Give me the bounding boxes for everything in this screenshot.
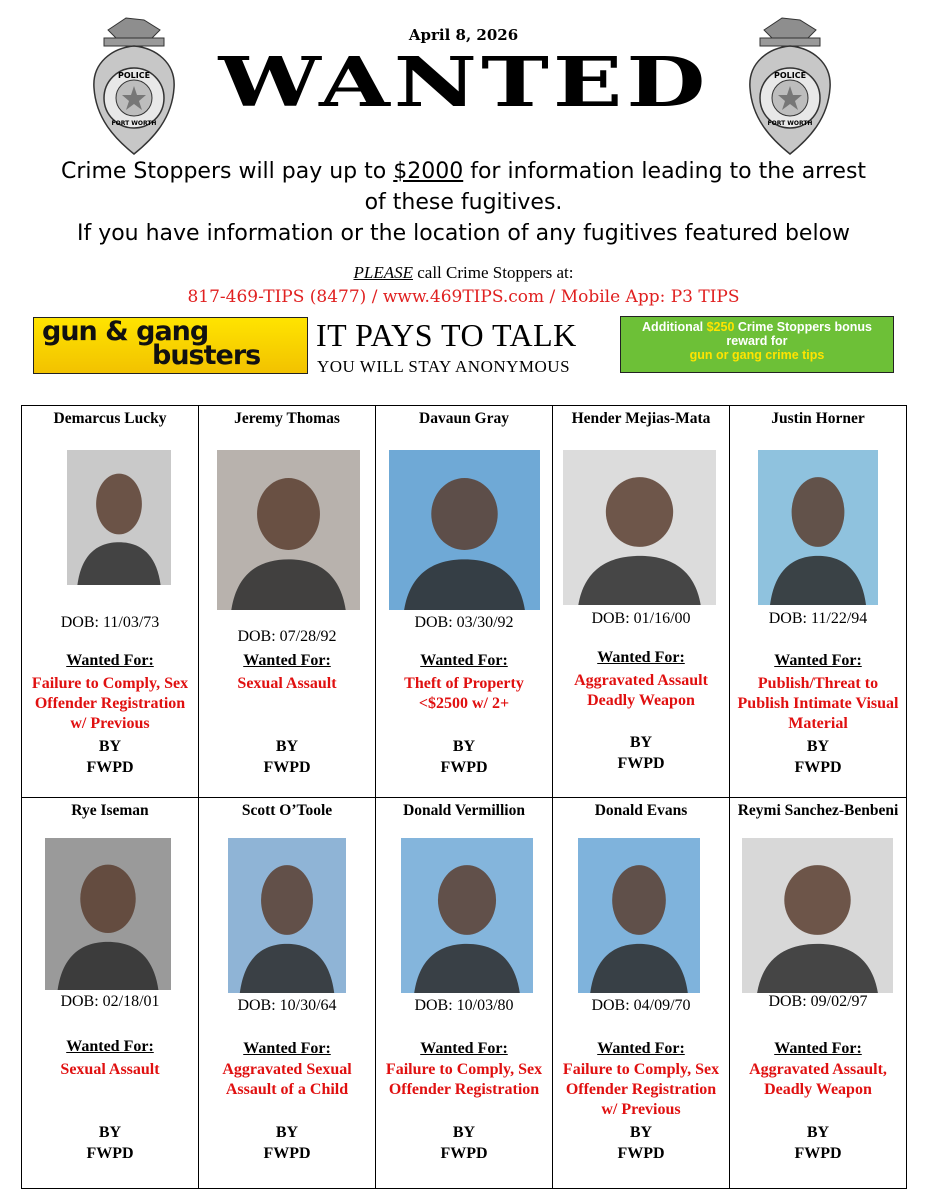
fugitive-card — [376, 798, 553, 1188]
svg-text:POLICE: POLICE — [117, 71, 151, 80]
fugitive-card — [22, 406, 199, 798]
intro-line-3: If you have information or the location of any fugitives featured below — [76, 221, 851, 246]
call-instruction-rest: call Crime Stoppers at: — [412, 263, 574, 282]
person-silhouette-icon — [563, 450, 716, 605]
arresting-agency — [199, 736, 375, 778]
fugitive-grid — [21, 405, 907, 1189]
fugitive-charge: Publish/Threat to Publish Intimate Visual Material — [737, 675, 899, 732]
fugitive-charge: Failure to Comply, Sex Offender Registration w/ Previous — [31, 675, 189, 732]
fugitive-photo — [742, 838, 893, 993]
bonus-pre: Additional — [642, 320, 707, 334]
wanted-for-label: Wanted For: — [597, 1040, 685, 1057]
by-label: BY — [452, 1124, 476, 1141]
arresting-agency — [376, 1122, 552, 1164]
fugitive-dob: DOB: 01/16/00 — [591, 610, 691, 627]
wanted-for-label: Wanted For: — [420, 1040, 508, 1057]
fugitive-photo — [578, 838, 700, 993]
fugitive-name: Hender Mejias-Mata — [571, 410, 711, 427]
fugitive-photo — [758, 450, 878, 605]
wanted-for-label: Wanted For: — [774, 652, 862, 669]
agency-name: FWPD — [86, 759, 134, 776]
arresting-agency — [553, 732, 729, 774]
agency-name: FWPD — [617, 755, 665, 772]
person-silhouette-icon — [389, 450, 540, 610]
fugitive-name: Justin Horner — [771, 410, 865, 427]
bonus-tail: gun or gang crime tips — [689, 348, 825, 362]
fugitive-charge: Aggravated Assault Deadly Weapon — [574, 672, 708, 709]
wanted-for-label: Wanted For: — [243, 1040, 331, 1057]
fugitive-name: Rye Iseman — [71, 802, 149, 819]
person-silhouette-icon — [217, 450, 360, 610]
agency-name: FWPD — [440, 759, 488, 776]
fugitive-photo — [67, 450, 171, 585]
fugitive-photo — [45, 838, 171, 990]
svg-text:POLICE: POLICE — [773, 71, 807, 80]
arresting-agency — [730, 736, 906, 778]
intro-text — [0, 156, 927, 249]
reward-amount: $2000 — [393, 159, 464, 184]
fugitive-charge: Sexual Assault — [237, 675, 337, 692]
arresting-agency — [730, 1122, 906, 1164]
person-silhouette-icon — [578, 838, 700, 993]
person-silhouette-icon — [742, 838, 893, 993]
wanted-for-label: Wanted For: — [420, 652, 508, 669]
fugitive-name: Jeremy Thomas — [234, 410, 340, 427]
fugitive-dob: DOB: 11/03/73 — [60, 614, 160, 631]
arresting-agency — [553, 1122, 729, 1164]
agency-name: FWPD — [263, 759, 311, 776]
fugitive-card — [199, 406, 376, 798]
intro-line-1-end: for information leading to the arrest — [463, 159, 867, 184]
fugitive-card — [553, 406, 730, 798]
fugitive-name: Demarcus Lucky — [53, 410, 167, 427]
fugitive-dob: DOB: 10/30/64 — [237, 997, 337, 1014]
agency-name: FWPD — [794, 759, 842, 776]
intro-line-2: of these fugitives. — [364, 190, 563, 215]
fugitive-charge: Sexual Assault — [60, 1061, 160, 1078]
by-label: BY — [98, 1124, 122, 1141]
fugitive-card — [22, 798, 199, 1188]
wanted-for-label: Wanted For: — [597, 649, 685, 666]
intro-line-1 — [0, 156, 927, 187]
by-label: BY — [806, 738, 830, 755]
fugitive-name: Davaun Gray — [419, 410, 509, 427]
ggb-line-2: busters — [152, 340, 261, 371]
poster-date: April 8, 2026 — [408, 26, 519, 44]
fugitive-name: Donald Evans — [594, 802, 688, 819]
by-label: BY — [275, 1124, 299, 1141]
fugitive-charge: Failure to Comply, Sex Offender Registration — [385, 1061, 543, 1098]
fugitive-dob: DOB: 04/09/70 — [591, 997, 691, 1014]
arresting-agency — [22, 1122, 198, 1164]
call-instruction — [0, 263, 927, 283]
fugitive-dob: DOB: 11/22/94 — [768, 610, 868, 627]
stay-anonymous: YOU WILL STAY ANONYMOUS — [317, 357, 571, 376]
agency-name: FWPD — [440, 1145, 488, 1162]
ggb-line-1: gun & gang — [42, 316, 209, 347]
by-label: BY — [629, 734, 653, 751]
wanted-title: WANTED — [218, 43, 710, 123]
fugitive-dob: DOB: 09/02/97 — [768, 993, 868, 1010]
person-silhouette-icon — [758, 450, 878, 605]
by-label: BY — [275, 738, 299, 755]
fugitive-dob: DOB: 07/28/92 — [237, 628, 337, 645]
person-silhouette-icon — [401, 838, 533, 993]
fugitive-photo — [401, 838, 533, 993]
by-label: BY — [806, 1124, 830, 1141]
fugitive-charge: Failure to Comply, Sex Offender Registration w/ Previous — [562, 1061, 720, 1118]
agency-name: FWPD — [86, 1145, 134, 1162]
fugitive-photo — [228, 838, 346, 993]
contact-line[interactable]: 817-469-TIPS (8477) / www.469TIPS.com / Mobile App: P3 TIPS — [187, 287, 740, 307]
fugitive-name: Scott O’Toole — [241, 802, 333, 819]
fugitive-dob: DOB: 03/30/92 — [414, 614, 514, 631]
by-label: BY — [98, 738, 122, 755]
please-word: PLEASE — [353, 263, 413, 282]
gun-gang-busters-logo — [33, 317, 308, 374]
intro-line-1-start: Crime Stoppers will pay up to — [60, 159, 394, 184]
fugitive-charge: Aggravated Sexual Assault of a Child — [222, 1061, 352, 1098]
arresting-agency — [199, 1122, 375, 1164]
wanted-for-label: Wanted For: — [66, 1038, 154, 1055]
by-label: BY — [629, 1124, 653, 1141]
person-silhouette-icon — [67, 450, 171, 585]
svg-text:FORT WORTH: FORT WORTH — [111, 120, 157, 127]
by-label: BY — [452, 738, 476, 755]
fugitive-name: Reymi Sanchez-Benbeni — [737, 802, 899, 819]
fugitive-dob: DOB: 02/18/01 — [60, 993, 160, 1010]
arresting-agency — [22, 736, 198, 778]
agency-name: FWPD — [263, 1145, 311, 1162]
fugitive-card — [199, 798, 376, 1188]
fugitive-charge: Aggravated Assault, Deadly Weapon — [749, 1061, 887, 1098]
bonus-mid: Crime Stoppers bonus reward for — [726, 320, 872, 348]
fugitive-card — [730, 406, 906, 798]
fugitive-photo — [217, 450, 360, 610]
person-silhouette-icon — [228, 838, 346, 993]
arresting-agency — [376, 736, 552, 778]
person-silhouette-icon — [45, 838, 171, 990]
fugitive-card — [730, 798, 906, 1188]
fugitive-dob: DOB: 10/03/80 — [414, 997, 514, 1014]
it-pays-to-talk: IT PAYS TO TALK — [316, 317, 577, 353]
fugitive-name: Donald Vermillion — [403, 802, 525, 819]
fugitive-photo — [389, 450, 540, 610]
fugitive-card — [553, 798, 730, 1188]
wanted-for-label: Wanted For: — [774, 1040, 862, 1057]
agency-name: FWPD — [794, 1145, 842, 1162]
bonus-amount: $250 — [706, 320, 735, 334]
svg-text:FORT WORTH: FORT WORTH — [767, 120, 813, 127]
fugitive-charge: Theft of Property <$2500 w/ 2+ — [404, 675, 524, 712]
fugitive-card — [376, 406, 553, 798]
fugitive-photo — [563, 450, 716, 605]
wanted-for-label: Wanted For: — [66, 652, 154, 669]
wanted-for-label: Wanted For: — [243, 652, 331, 669]
bonus-reward-banner — [620, 316, 894, 373]
agency-name: FWPD — [617, 1145, 665, 1162]
